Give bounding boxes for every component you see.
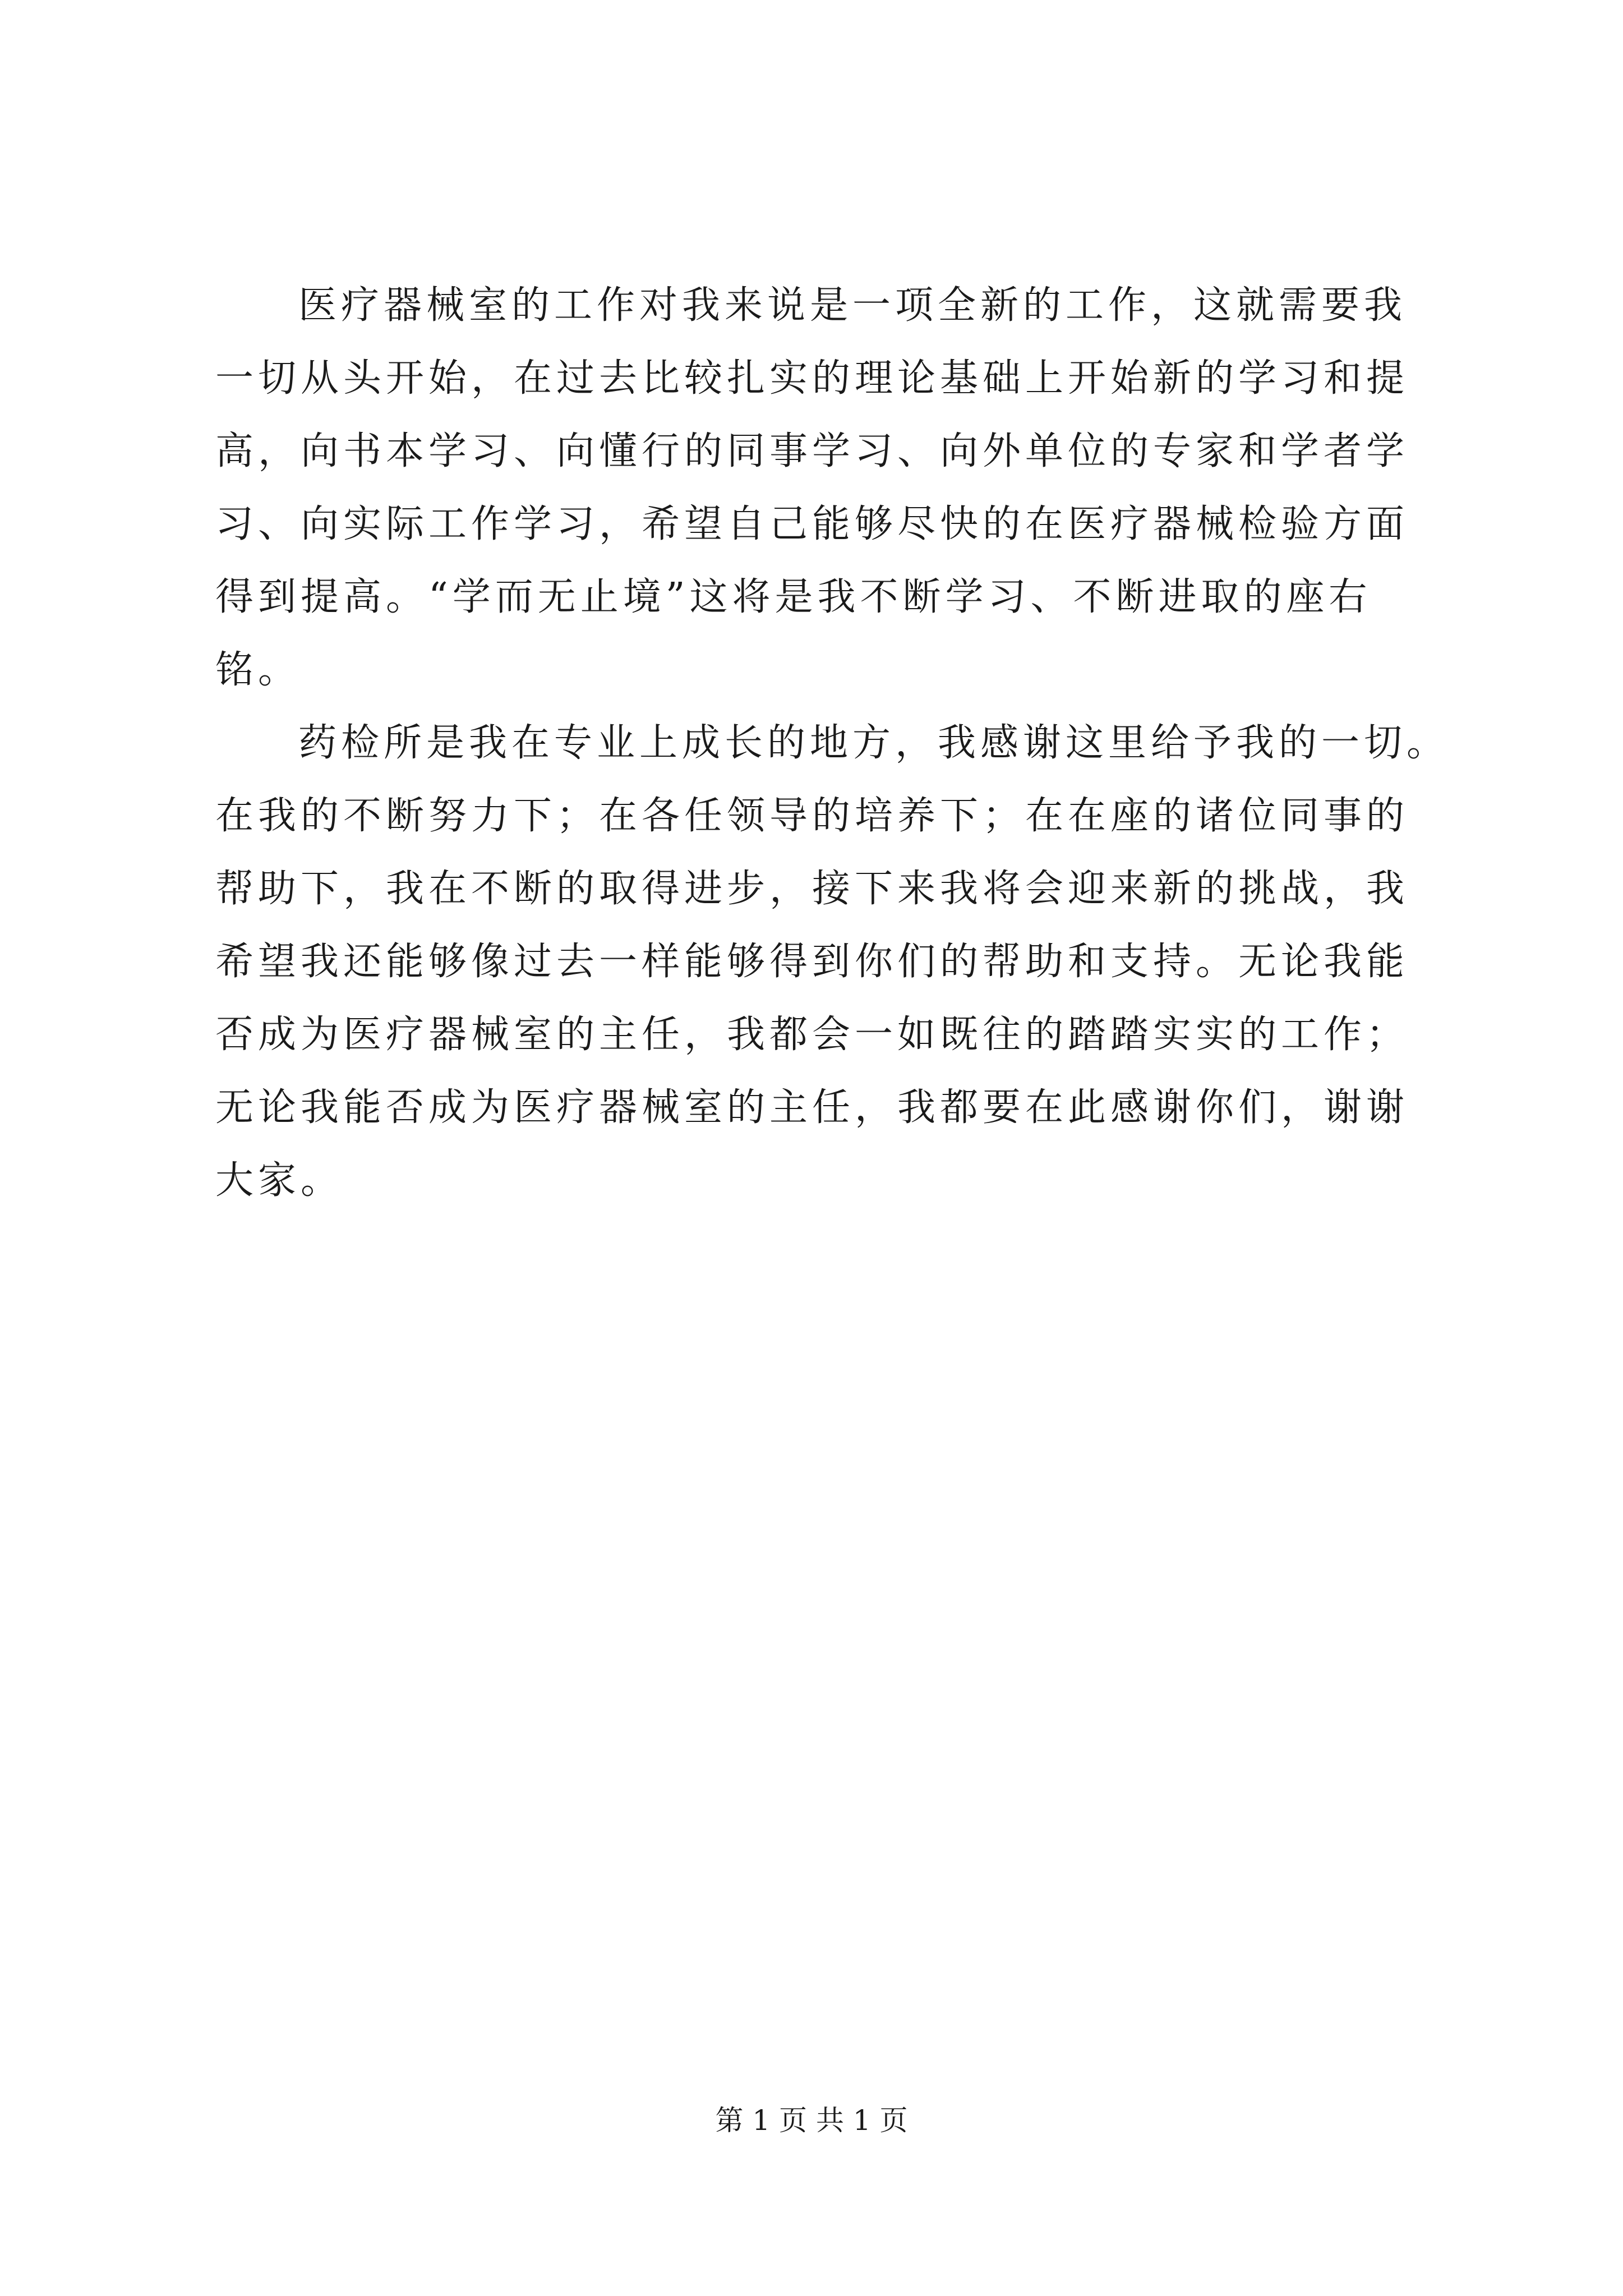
paragraph-line: 习、向实际工作学习，希望自己能够尽快的在医疗器械检验方面 [215, 502, 1409, 546]
paragraph-line: 否成为医疗器械室的主任，我都会一如既往的踏踏实实的工作； [215, 1013, 1409, 1057]
paragraph-2 [215, 707, 1450, 1217]
paragraph-line: 高，向书本学习、向懂行的同事学习、向外单位的专家和学者学 [215, 429, 1409, 473]
document-body [215, 269, 1450, 1217]
paragraph-line: 得到提高。“学而无止境”这将是我不断学习、不断进取的座右 [215, 575, 1372, 619]
page-number-footer: 第 1 页 共 1 页 [715, 2104, 908, 2137]
paragraph-line: 医疗器械室的工作对我来说是一项全新的工作，这就需要我 [298, 283, 1407, 328]
paragraph-line: 无论我能否成为医疗器械室的主任，我都要在此感谢你们，谢谢 [215, 1085, 1409, 1130]
paragraph-1 [215, 269, 1410, 707]
paragraph-line: 希望我还能够像过去一样能够得到你们的帮助和支持。无论我能 [215, 940, 1409, 984]
paragraph-line: 一切从头开始，在过去比较扎实的理论基础上开始新的学习和提 [215, 356, 1409, 401]
paragraph-line: 铭。 [215, 648, 301, 692]
paragraph-line: 在我的不断努力下；在各任领导的培养下；在在座的诸位同事的 [215, 794, 1409, 838]
paragraph-line: 大家。 [215, 1158, 344, 1203]
paragraph-line: 帮助下，我在不断的取得进步，接下来我将会迎来新的挑战，我 [215, 867, 1409, 911]
paragraph-line: 药检所是我在专业上成长的地方，我感谢这里给予我的一切。 [298, 721, 1450, 765]
